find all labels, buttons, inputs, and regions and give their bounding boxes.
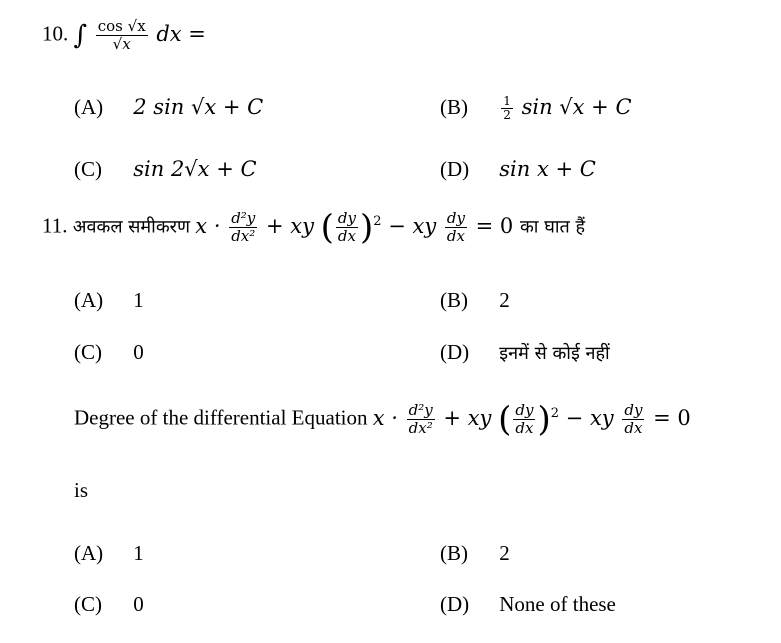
q10-option-a xyxy=(74,95,263,120)
dx2: dx² xyxy=(231,226,256,245)
second-derivative xyxy=(229,210,257,244)
dx2: dx² xyxy=(408,418,433,437)
question-number: 10. xyxy=(42,21,69,46)
q10-option-c xyxy=(74,157,257,182)
second-derivative xyxy=(407,402,435,436)
minus-xy: − xy xyxy=(565,405,614,430)
power: 2 xyxy=(550,405,559,421)
dy: dy xyxy=(337,209,356,227)
first-derivative-2 xyxy=(622,402,644,436)
power: 2 xyxy=(373,213,382,229)
right-paren: ) xyxy=(359,207,374,247)
option-text: sin √x + C xyxy=(521,95,632,120)
option-label: (B) xyxy=(440,288,468,312)
first-derivative xyxy=(513,402,535,436)
option-text: 0 xyxy=(133,592,144,616)
eq-x: x · xyxy=(372,405,398,430)
option-label: (D) xyxy=(440,592,470,616)
fraction-numerator: 1 xyxy=(503,94,511,108)
dx: dx xyxy=(337,226,356,245)
option-text: 2 xyxy=(499,541,510,565)
integrand-numerator: cos √x xyxy=(97,17,146,35)
fraction-denominator: 2 xyxy=(503,108,511,123)
left-paren: ( xyxy=(320,207,334,247)
q11-en-option-a xyxy=(74,541,144,566)
option-text: sin x + C xyxy=(499,157,596,181)
integrand-fraction xyxy=(96,18,148,52)
option-text: None of these xyxy=(499,592,616,616)
half-fraction xyxy=(501,95,513,122)
plus-xy: + xy xyxy=(265,213,314,238)
equals-zero: = 0 xyxy=(475,213,514,238)
dx: dx xyxy=(624,418,643,437)
q11-en-option-c xyxy=(74,592,144,617)
dy: dy xyxy=(515,401,534,419)
integral-tail: dx = xyxy=(156,21,206,46)
q11-en-option-d xyxy=(440,592,616,617)
equals-zero: = 0 xyxy=(653,405,691,430)
option-label: (D) xyxy=(440,157,470,181)
hindi-lead: अवकल समीकरण xyxy=(72,216,191,238)
option-text: इनमें से कोई नहीं xyxy=(499,343,610,364)
eq-x: x · xyxy=(195,213,221,238)
hindi-tail: का घात हैं xyxy=(519,216,586,238)
option-label: (B) xyxy=(440,541,468,565)
q11-en-option-b xyxy=(440,541,510,566)
option-text: 2 sin √x + C xyxy=(133,95,264,119)
right-paren: ) xyxy=(537,399,551,439)
option-label: (C) xyxy=(74,340,102,364)
dy: dy xyxy=(446,209,465,227)
english-tail: is xyxy=(74,478,89,502)
option-label: (B) xyxy=(440,95,468,120)
option-label: (D) xyxy=(440,340,470,364)
question-number: 11. xyxy=(42,213,68,238)
q11-hi-option-c xyxy=(74,340,144,365)
dy: dy xyxy=(624,401,643,419)
q11-hi-option-d xyxy=(440,340,610,365)
question-10 xyxy=(42,18,206,52)
option-text: 2 xyxy=(499,288,510,312)
option-label: (A) xyxy=(74,95,104,119)
first-derivative-2 xyxy=(445,210,467,244)
integrand-denominator: √x xyxy=(112,34,131,53)
left-paren: ( xyxy=(498,399,512,439)
dx: dx xyxy=(515,418,534,437)
minus-xy: − xy xyxy=(388,213,437,238)
question-11-english xyxy=(74,399,691,439)
question-11-hindi xyxy=(42,207,586,247)
option-label: (C) xyxy=(74,592,102,616)
dx: dx xyxy=(446,226,465,245)
option-text: 1 xyxy=(133,541,144,565)
q10-option-b xyxy=(440,95,632,122)
option-text: 1 xyxy=(133,288,144,312)
first-derivative xyxy=(336,210,358,244)
plus-xy: + xy xyxy=(443,405,492,430)
q11-hi-option-a xyxy=(74,288,144,313)
integral-sign: ∫ xyxy=(73,20,88,50)
q11-hi-option-b xyxy=(440,288,510,313)
option-label: (A) xyxy=(74,541,104,565)
d2y: d²y xyxy=(408,401,433,419)
option-label: (C) xyxy=(74,157,102,181)
q10-option-d xyxy=(440,157,596,182)
option-text: sin 2√x + C xyxy=(133,157,257,181)
option-text: 0 xyxy=(133,340,144,364)
option-label: (A) xyxy=(74,288,104,312)
d2y: d²y xyxy=(231,209,256,227)
english-lead: Degree of the differential Equation xyxy=(74,405,368,430)
